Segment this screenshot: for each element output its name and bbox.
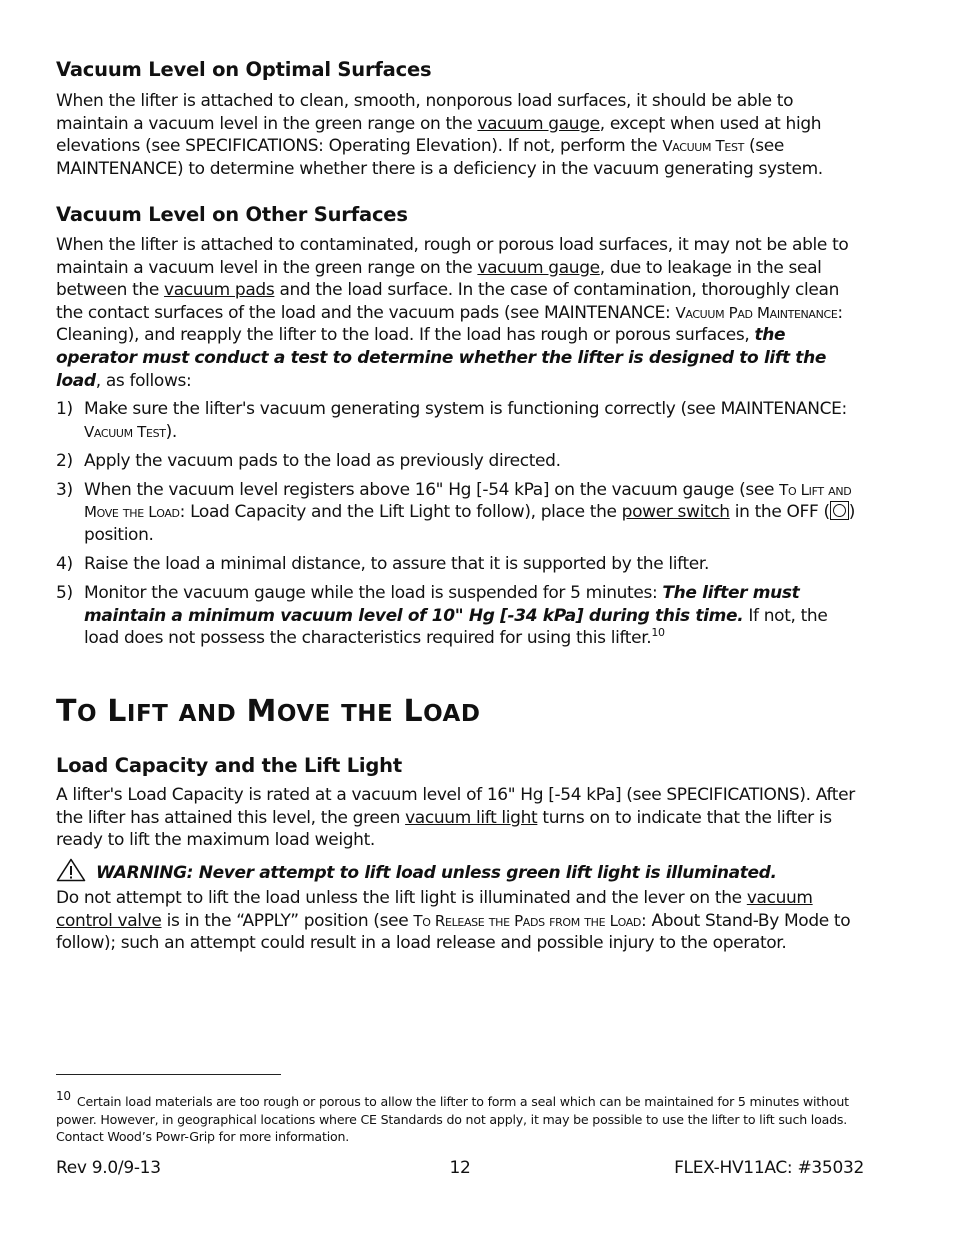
ref-release-pads: To Release the Pads from the Load bbox=[413, 911, 642, 930]
heading-load-capacity: Load Capacity and the Lift Light bbox=[56, 754, 402, 777]
list-item: 5) Monitor the vacuum gauge while the load is suspended for 5 minutes: The lifter must maintain a minimum vacuum level of 10" Hg [-34 kPa] during this time. If not, the load does not possess the characteristics required for using this lifter.$^{10}$ bbox=[56, 583, 828, 649]
list-item: 4) Raise the load a minimal distance, to assure that it is supported by the lifter. bbox=[56, 554, 710, 575]
ref-vacuum-pad-maintenance: Vacuum Pad Maintenance bbox=[675, 303, 838, 322]
power-off-icon bbox=[830, 501, 849, 520]
ref-vacuum-test: Vacuum Test bbox=[662, 137, 744, 156]
revision-label: Rev 9.0/9-13 bbox=[56, 1158, 161, 1178]
warning-text: WARNING: Never attempt to lift load unless green lift light is illuminated. bbox=[96, 863, 777, 883]
emphasis-operator-test: the operator must conduct a test to determine whether the lifter is designed to lift the load bbox=[56, 325, 826, 391]
list-item: 2) Apply the vacuum pads to the load as previously directed. bbox=[56, 450, 561, 471]
list-item: 1) Make sure the lifter's vacuum generating system is functioning correctly (see MAINTENANCE: Vacuum Test). bbox=[56, 399, 847, 442]
section-title: TO LIFT AND MOVE THE LOAD bbox=[56, 694, 481, 729]
paragraph-load-capacity: A lifter's Load Capacity is rated at a vacuum level of 16" Hg [-54 kPa] (see SPECIFICATIONS). After the lifter has attained this level, the green vacuum lift light turns on to indicate that the lifter is ready to lift the maximum load weight. bbox=[56, 785, 855, 851]
vacuum-gauge-link[interactable]: vacuum gauge bbox=[477, 113, 600, 134]
heading-optimal-surfaces: Vacuum Level on Optimal Surfaces bbox=[56, 58, 432, 81]
vacuum-control-valve-link[interactable]: vacuum control valve bbox=[56, 888, 813, 931]
footnote bbox=[56, 1088, 871, 1146]
footnote-ref[interactable]: 10 bbox=[651, 626, 665, 640]
footnote-text: Certain load materials are too rough or porous to allow the lifter to form a seal which can be maintained for 5 minutes without power. However, in geographical locations where CE Standards do not apply, it may be possible to use the lifter to lift such loads. Contact Wood’s Powr-Grip for more information. bbox=[56, 1094, 849, 1145]
paragraph-other-surfaces: When the lifter is attached to contaminated, rough or porous load surfaces, it may not be able to maintain a vacuum level in the green range on the vacuum gauge, due to leakage in the seal between the vacuum pads and the load surface. In the case of contamination, thoroughly clean the contact surfaces of the load and the vacuum pads (see MAINTENANCE: Vacuum Pad Maintenance: Cleaning), and reapply the lifter to the load. If the load has rough or porous surfaces, the operator must conduct a test to determine whether the lifter is designed to lift the load, as follows: bbox=[56, 235, 849, 391]
vacuum-pads-link[interactable]: vacuum pads bbox=[164, 280, 275, 301]
test-steps-list bbox=[56, 398, 866, 656]
footnote-mark: 10 bbox=[56, 1089, 71, 1103]
paragraph-optimal-surfaces: When the lifter is attached to clean, smooth, nonporous load surfaces, it should be able to maintain a vacuum level in the green range on the vacuum gauge, except when used at high elevations (see SPECIFICATIONS: Operating Elevation). If not, perform the Vacuum Test (see MAINTENANCE) to determine whether there is a deficiency in the vacuum generating system. bbox=[56, 91, 823, 179]
warning-line bbox=[56, 858, 777, 884]
list-item: 3) When the vacuum level registers above 16" Hg [-54 kPa] on the vacuum gauge (see To Lift and Move the Load: Load Capacity and the Lift Light to follow), place the power switch in the OFF ( ) position. bbox=[56, 479, 856, 545]
paragraph-lift-warning: Do not attempt to lift the load unless the lift light is illuminated and the lever on the vacuum control valve is in the “APPLY” position (see To Release the Pads from the Load: About Stand-By Mode to follow); such an attempt could result in a load release and possible injury to the operator. bbox=[56, 888, 851, 954]
heading-other-surfaces: Vacuum Level on Other Surfaces bbox=[56, 203, 408, 226]
power-switch-link[interactable]: power switch bbox=[621, 502, 730, 523]
model-number: FLEX-HV11AC: #35032 bbox=[674, 1158, 864, 1178]
page-number: 12 bbox=[449, 1158, 471, 1178]
warning-triangle-icon bbox=[56, 858, 86, 882]
vacuum-gauge-link[interactable]: vacuum gauge bbox=[477, 257, 600, 278]
page-footer bbox=[56, 1158, 864, 1180]
vacuum-lift-light-link[interactable]: vacuum lift light bbox=[405, 807, 538, 828]
footnote-divider bbox=[56, 1074, 281, 1075]
